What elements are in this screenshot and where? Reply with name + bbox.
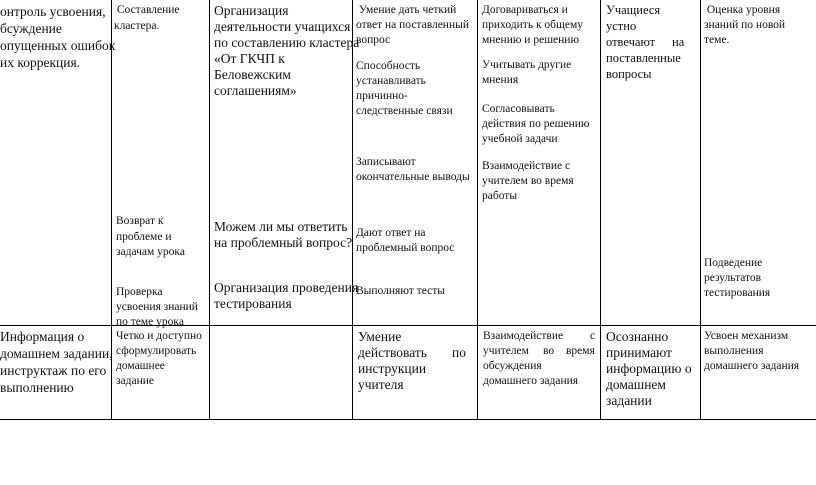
row2-assessment-line: домашнего задания — [704, 360, 800, 372]
row2-assessment-line: Усвоен механизм — [704, 330, 789, 342]
row1-stage-line: опущенных ошибок — [0, 38, 116, 53]
row2-communicative-line: во — [543, 345, 555, 357]
row2-result-line: принимают — [606, 345, 672, 360]
row1-student-line: Способность — [356, 60, 421, 72]
row2-assessment-line: выполнения — [704, 345, 764, 357]
row2-goal-line: задание — [116, 375, 155, 387]
row1-assessment-line: результатов — [704, 272, 762, 284]
row1-communicative-line: Согласовывать — [482, 103, 555, 115]
row1-goal-line: кластера. — [114, 20, 160, 32]
row1-student-line: следственные связи — [356, 105, 453, 117]
row1-activity-line: соглашениям» — [214, 83, 297, 98]
row2-goal-line: Четко и доступно — [116, 330, 202, 342]
row1-result-line: поставленные — [606, 51, 681, 65]
row1-result-line: Учащиеся — [606, 3, 661, 17]
column-divider — [352, 0, 353, 420]
row1-activity-line: Организация проведения — [214, 280, 359, 295]
row1-communicative-line: Взаимодействие с — [482, 160, 571, 172]
row1-student-line: устанавливать — [356, 75, 426, 87]
row2-student-line: учителя — [358, 377, 404, 392]
row1-result-line: на — [672, 35, 685, 49]
row1-activity-line: «От ГКЧП к — [214, 51, 285, 66]
row2-communicative-line: время — [566, 345, 595, 357]
row1-result-line: вопросы — [606, 67, 652, 81]
row1-student-line: окончательные выводы — [356, 171, 470, 183]
row2-student-line: Умение — [358, 329, 402, 344]
row1-communicative-line: действия по решению — [482, 118, 590, 130]
column-divider — [600, 0, 601, 420]
row1-student-line: Выполняют тесты — [356, 285, 445, 297]
row2-result-line: информацию о — [606, 361, 692, 376]
column-divider — [209, 0, 210, 420]
row1-assessment-line: знаний по новой — [704, 19, 786, 31]
row1-activity-line: деятельности учащихся — [214, 19, 351, 34]
row2-goal-line: сформулировать — [116, 345, 197, 357]
row2-communicative-line: обсуждения — [483, 360, 542, 372]
row1-student-line: причинно- — [356, 90, 408, 102]
row1-result-line: отвечают — [606, 35, 656, 49]
row1-assessment-line: Оценка уровня — [704, 4, 781, 16]
row1-student-line: вопрос — [356, 34, 391, 46]
row1-student-line: проблемный вопрос — [356, 242, 455, 254]
row2-communicative-line: Взаимодействие — [483, 330, 564, 342]
row1-stage-line: бсуждение — [0, 21, 62, 36]
row2-stage-line: домашнем задании, — [0, 346, 113, 361]
row1-result-line: устно — [606, 19, 637, 33]
row2-stage-line: инструктаж по его — [0, 363, 107, 378]
row1-stage-line: онтроль усвоения, — [0, 4, 106, 19]
row1-goal-line: усвоения знаний — [116, 301, 198, 313]
row1-communicative-line: Учитывать другие — [482, 59, 572, 71]
row1-communicative-line: работы — [482, 190, 518, 202]
row1-goal-line: Возврат к — [116, 215, 164, 227]
table-bottom-border — [0, 419, 816, 420]
row2-communicative-line: учителем — [483, 345, 529, 357]
row1-student-line: ответ на поставленный — [356, 19, 470, 31]
row2-student-line: по — [452, 345, 466, 360]
row1-assessment-line: теме. — [704, 34, 730, 46]
row2-result-line: Осознанно — [606, 329, 669, 344]
row1-activity-line: на проблемный вопрос? — [214, 235, 353, 250]
row2-goal-line: домашнее — [116, 360, 165, 372]
row1-stage-line: их коррекция. — [0, 55, 81, 70]
row1-assessment-line: Подведение — [704, 257, 763, 269]
row1-activity-line: Организация — [214, 3, 289, 18]
row1-communicative-line: мнению и решению — [482, 34, 580, 46]
row2-result-line: задании — [606, 393, 652, 408]
row2-result-line: домашнем — [606, 377, 666, 392]
row1-activity-line: по составлению кластера — [214, 35, 360, 50]
row2-communicative-line: с — [590, 330, 596, 342]
row1-student-line: Умение дать четкий — [356, 4, 457, 16]
row1-goal-line: задачам урока — [116, 246, 185, 258]
row1-goal-line: Проверка — [116, 286, 163, 298]
row1-communicative-line: Договариваться и — [482, 4, 568, 16]
row1-goal-line: Составление — [114, 4, 180, 16]
row2-student-line: действовать — [358, 345, 427, 360]
row1-communicative-line: учебной задачи — [482, 133, 558, 145]
row1-communicative-line: мнения — [482, 74, 519, 86]
row1-activity-line: тестирования — [214, 296, 292, 311]
row2-communicative-line: домашнего задания — [483, 375, 579, 387]
column-divider — [700, 0, 701, 420]
row1-activity-line: Беловежским — [214, 67, 291, 82]
column-divider — [477, 0, 478, 420]
row1-goal-line: проблеме и — [116, 231, 172, 243]
row1-communicative-line: учителем во время — [482, 175, 574, 187]
row2-stage-line: выполнению — [0, 380, 74, 395]
row2-stage-line: Информация о — [0, 329, 85, 344]
row1-goal-line: по теме урока — [116, 316, 184, 328]
row2-student-line: инструкции — [358, 361, 427, 376]
row1-communicative-line: приходить к общему — [482, 19, 583, 31]
row1-assessment-line: тестирования — [704, 287, 771, 299]
row1-activity-line: Можем ли мы ответить — [214, 219, 348, 234]
row1-student-line: Записывают — [356, 156, 416, 168]
row1-student-line: Дают ответ на — [356, 227, 426, 239]
